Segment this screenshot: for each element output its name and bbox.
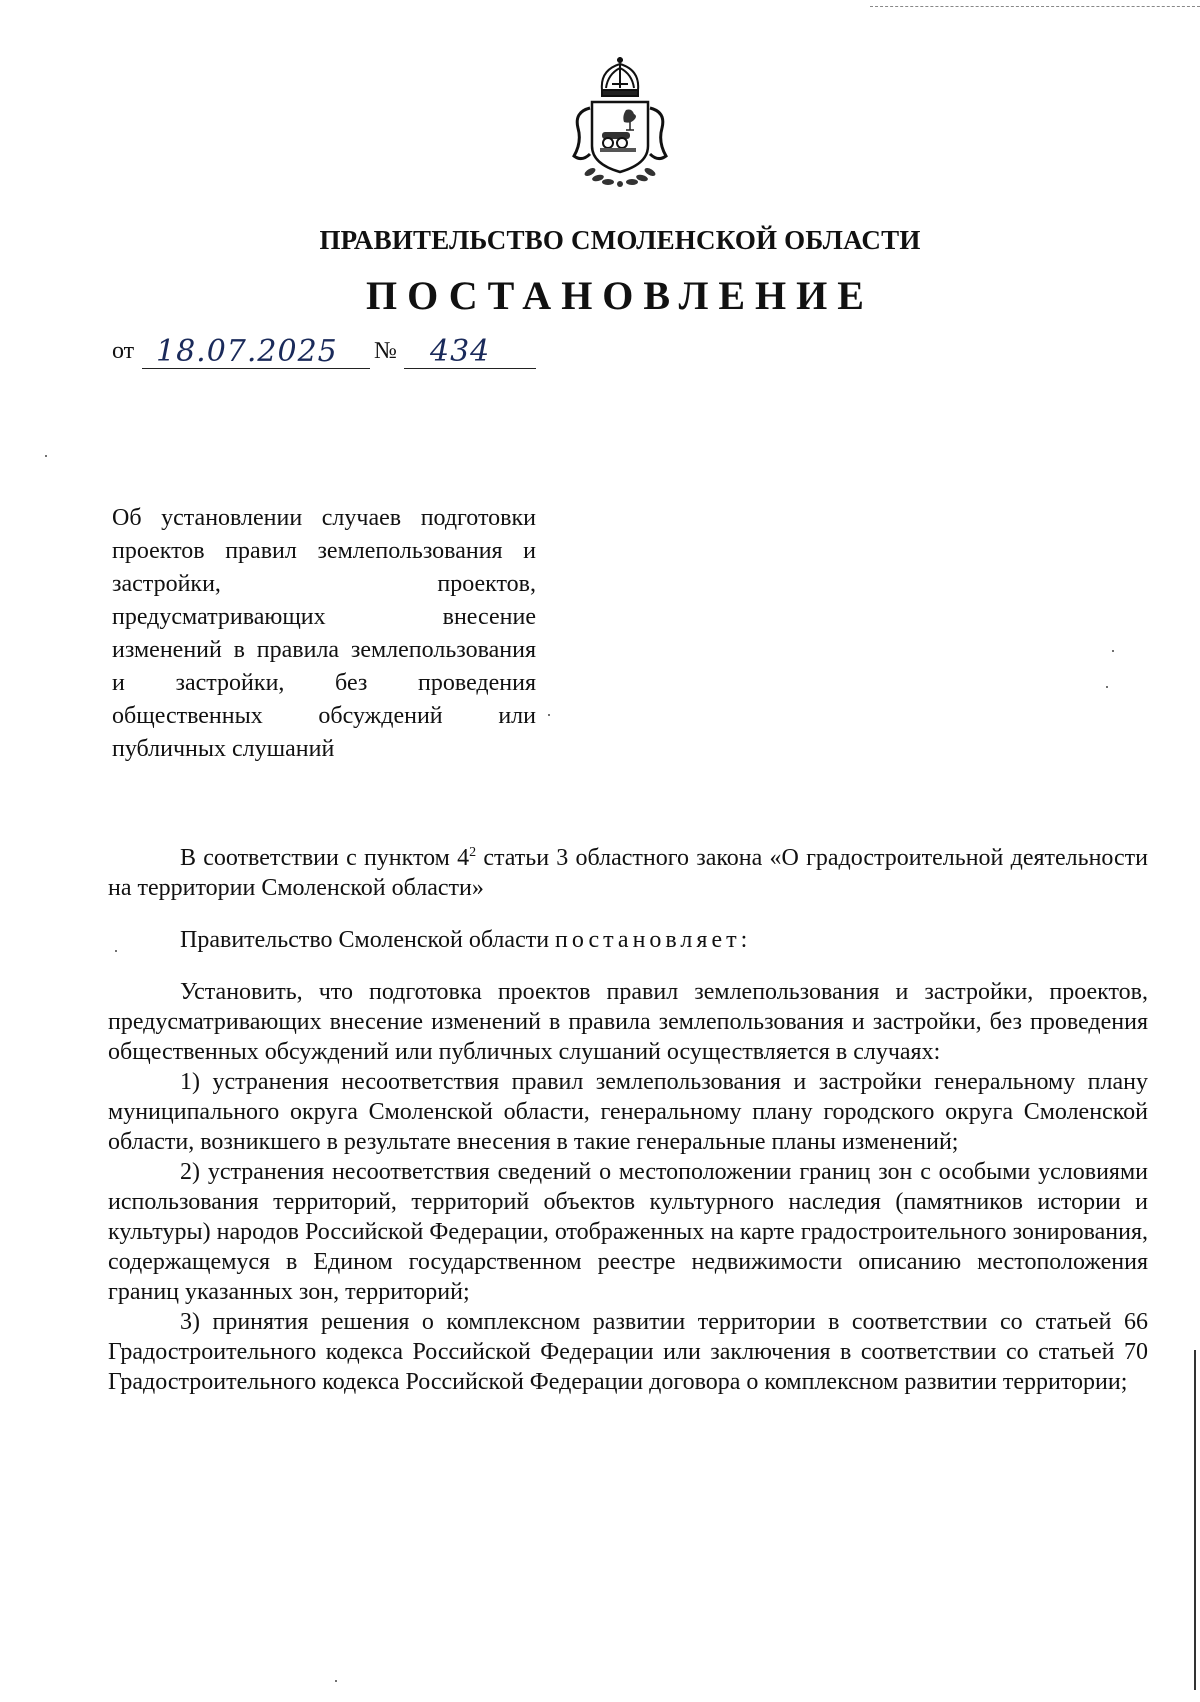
decree-word: постановляет: <box>555 927 752 953</box>
document-body <box>108 838 1148 1397</box>
issuing-authority: ПРАВИТЕЛЬСТВО СМОЛЕНСКОЙ ОБЛАСТИ <box>319 225 921 255</box>
list-item: 1) устранения несоответствия правил землепользования и застройки генеральному плану муниципального округа Смоленской области, генеральному плану городского округа Смоленской области, возникшего в результате внесения в такие генеральные планы изменений; <box>108 1069 1148 1155</box>
scan-edge-top <box>870 6 1200 7</box>
legal-basis-text-start: В соответствии с пунктом 4 <box>180 845 470 871</box>
main-clause-paragraph: Установить, что подготовка проектов правил землепользования и застройки, проектов, предусматривающих внесение изменений в правила землепользования и застройки, без проведения общественных обсуждений или публичных слушаний осуществляется в случаях: <box>108 979 1148 1065</box>
scan-speck <box>548 714 550 716</box>
list-item: 3) принятия решения о комплексном развитии территории в соответствии со статьей 66 Градостроительного кодекса Российской Федерации или заключения в соответствии со статьей 70 Градостроительного кодекса Российской Федерации договора о комплексном развитии территории; <box>108 1309 1148 1395</box>
scan-speck <box>335 1680 337 1682</box>
scan-speck <box>1106 686 1108 688</box>
coat-of-arms-icon <box>560 52 680 192</box>
list-item: 2) устранения несоответствия сведений о местоположении границ зон с особыми условиями использования территорий, территорий объектов культурного наследия (памятников истории и культуры) народов Российской Федерации, отображенных на карте градостроительного зонирования, содержащемуся в Едином государственном реестре недвижимости описанию местоположения границ указанных зон, территорий; <box>108 1159 1148 1305</box>
document-subject: Об установлении случаев подготовки проектов правил землепользования и застройки, проектов, предусматривающих внесение изменений в правила землепользования и застройки, без проведения общественных обсуждений или публичных слушаний <box>112 505 536 762</box>
scan-speck <box>45 455 47 457</box>
decree-subject: Правительство Смоленской области <box>180 927 556 953</box>
legal-basis-paragraph <box>108 838 1148 903</box>
date-number-line <box>112 334 542 378</box>
handwritten-date: 18.07.2025 <box>156 334 338 369</box>
decree-paragraph <box>108 925 1148 955</box>
from-label: от <box>112 338 135 364</box>
number-label: № <box>374 338 397 364</box>
legal-basis-superscript: 2 <box>469 845 477 860</box>
handwritten-number: 434 <box>430 334 491 369</box>
document-type-title: ПОСТАНОВЛЕНИЕ <box>366 273 874 318</box>
scan-speck <box>1112 650 1114 652</box>
scan-edge-right <box>1194 1350 1196 1690</box>
legal-basis-text-end: статьи 3 областного закона «О градостроительной деятельности на территории Смоленской области» <box>108 845 1149 901</box>
